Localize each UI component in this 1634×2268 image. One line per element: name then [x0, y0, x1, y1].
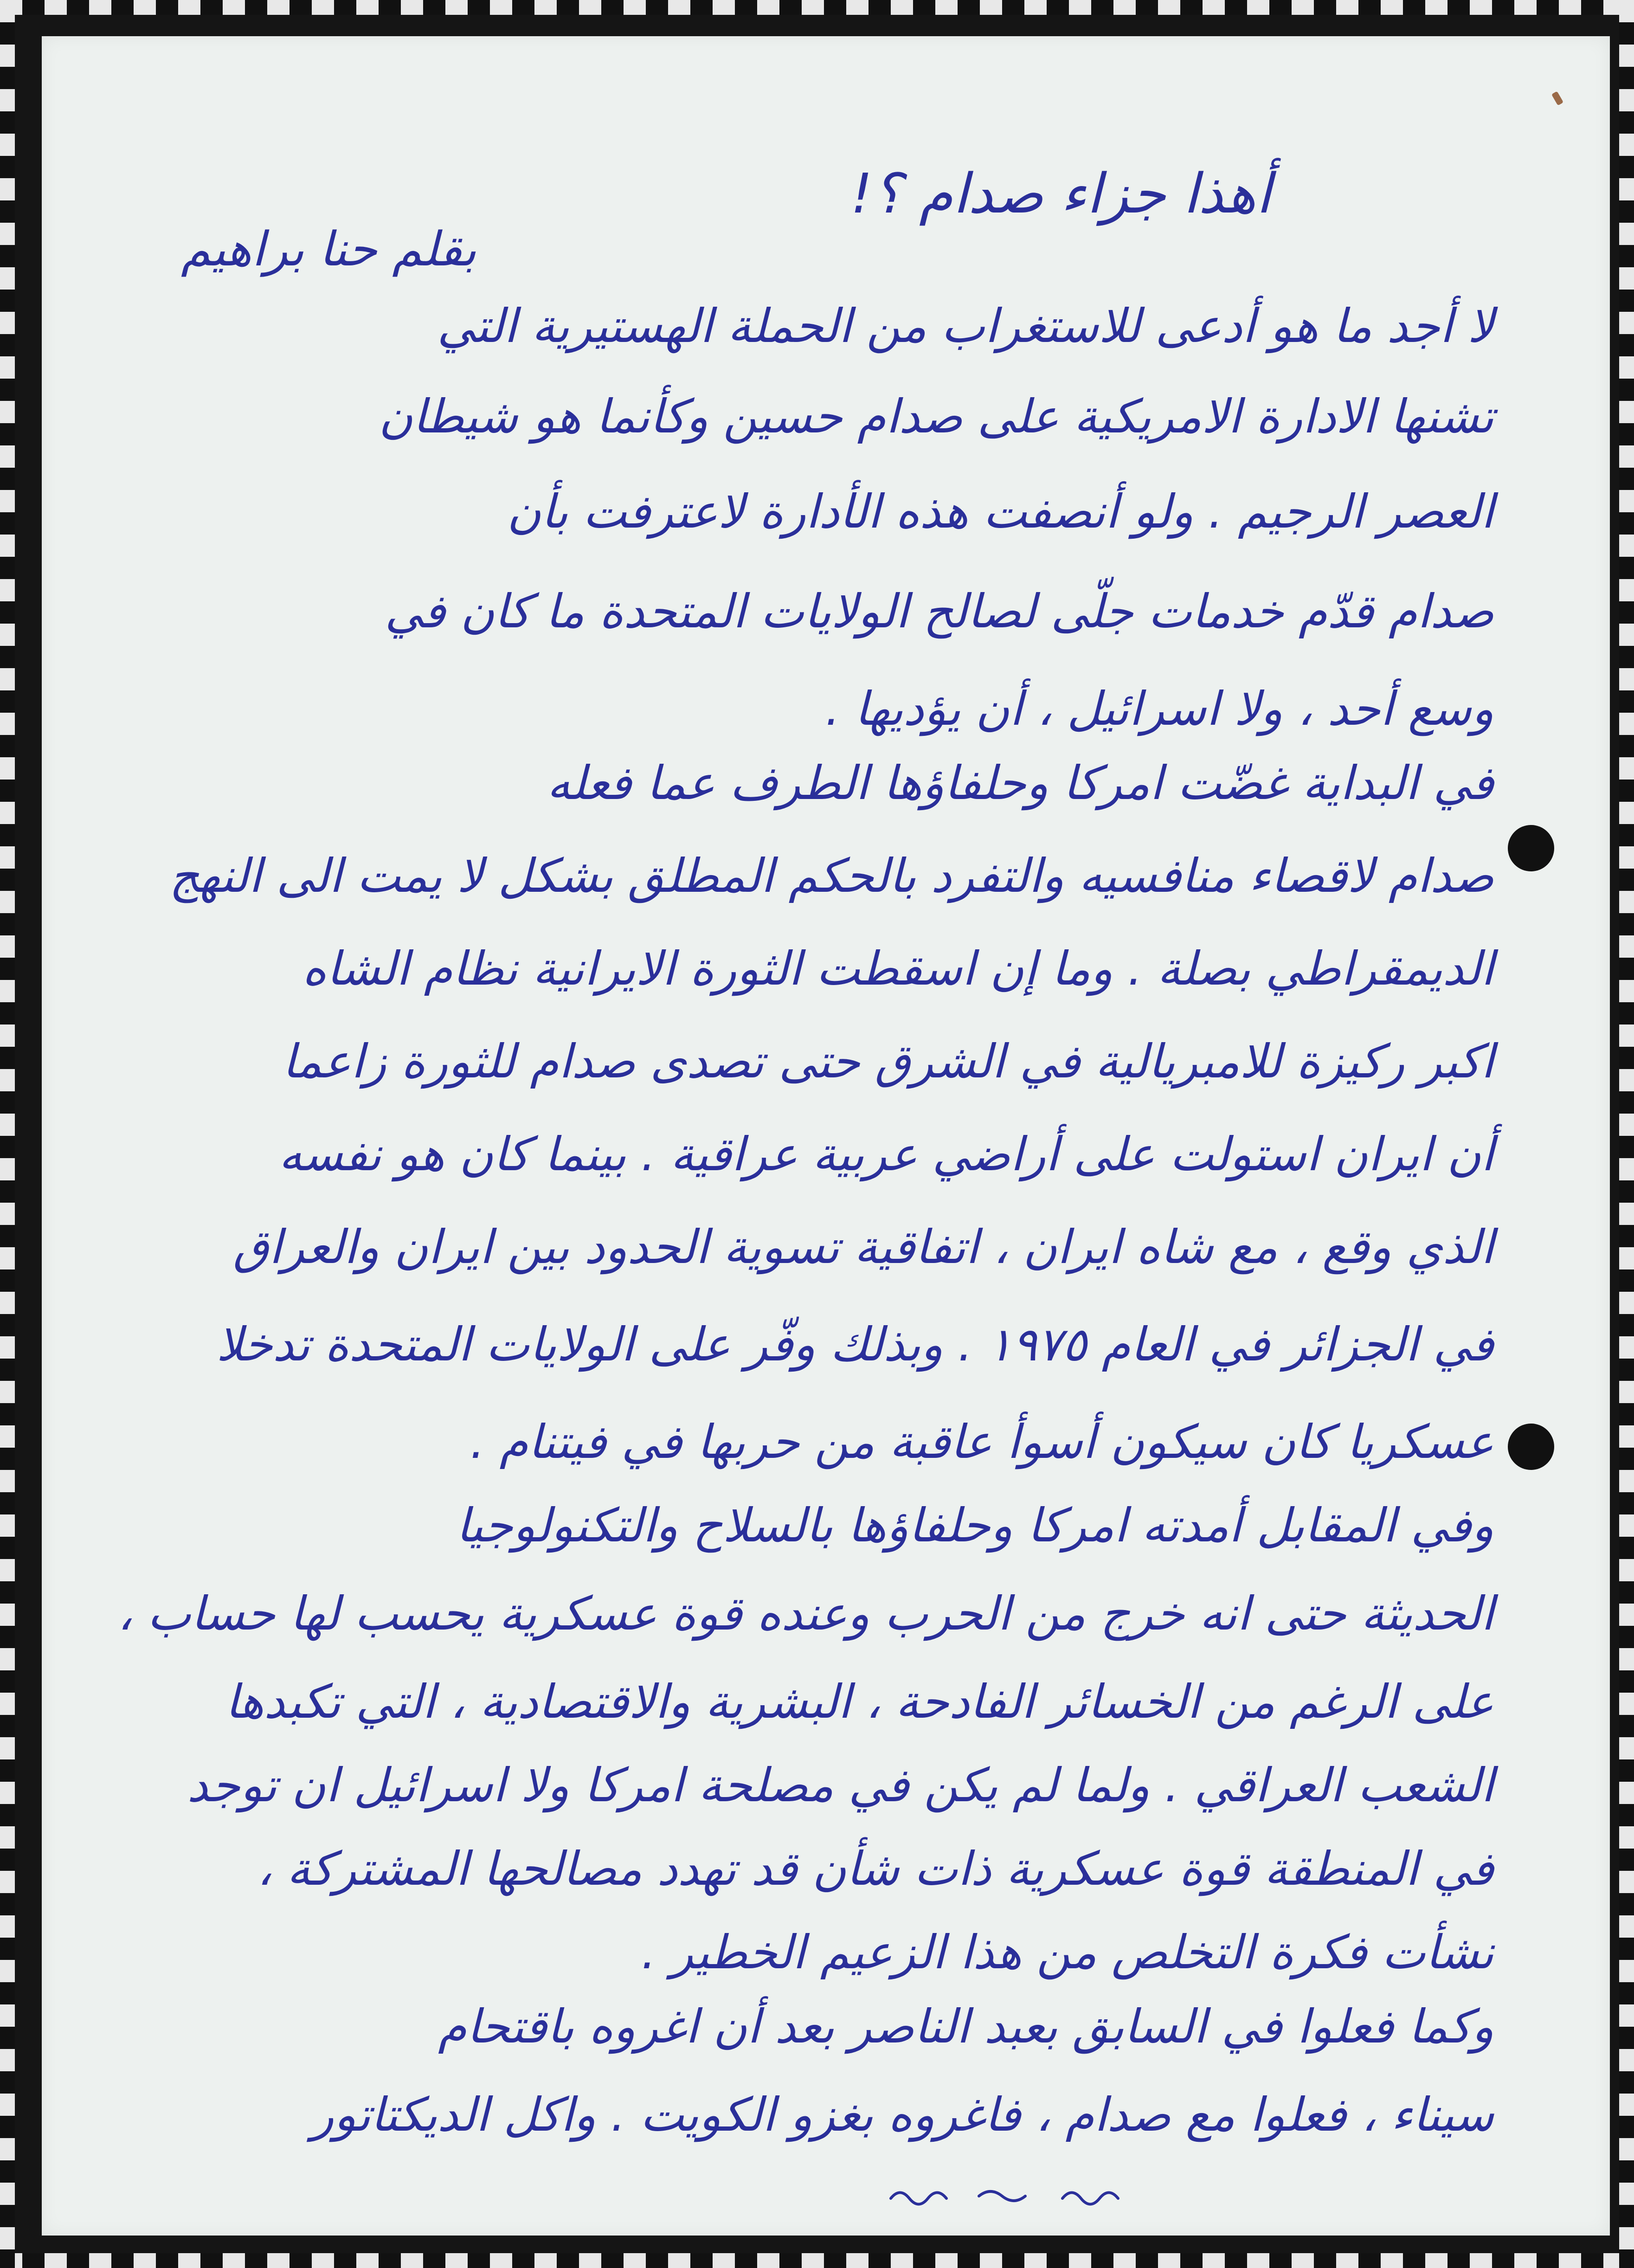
- text-line: الحديثة حتى انه خرج من الحرب وعنده قوة عسكرية يحسب لها حساب ،: [117, 1586, 1494, 1641]
- text-line: اكبر ركيزة للامبريالية في الشرق حتى تصدى صدام للثورة زاعما: [282, 1034, 1494, 1089]
- letter-title: أهذا جزاء صدام ؟!: [850, 161, 1271, 226]
- letter-byline: بقلم حنا براهيم: [181, 222, 476, 277]
- text-line: وكما فعلوا في السابق بعبد الناصر بعد أن اغروه باقتحام: [438, 1999, 1494, 2054]
- text-line: أن ايران استولت على أراضي عربية عراقية . بينما كان هو نفسه: [278, 1127, 1494, 1181]
- text-line: الشعب العراقي . ولما لم يكن في مصلحة امركا ولا اسرائيل ان توجد: [187, 1758, 1494, 1812]
- text-line: صدام قدّم خدمات جلّى لصالح الولايات المتحدة ما كان في: [385, 584, 1494, 638]
- text-line: وسع أحد ، ولا اسرائيل ، أن يؤديها .: [825, 682, 1494, 736]
- text-line: في المنطقة قوة عسكرية ذات شأن قد تهدد مصالحها المشتركة ،: [257, 1842, 1494, 1896]
- text-line: في الجزائر في العام ١٩٧٥ . وبذلك وفّر على الولايات المتحدة تدخلا: [216, 1317, 1494, 1372]
- text-line: نشأت فكرة التخلص من هذا الزعيم الخطير .: [641, 1925, 1494, 1979]
- text-line: العصر الرجيم . ولو أنصفت هذه الأدارة لاعترفت بأن: [507, 484, 1494, 539]
- punch-hole-lower: [1508, 1424, 1554, 1470]
- text-line: تشنها الادارة الامريكية على صدام حسين وكأنما هو شيطان: [379, 389, 1494, 444]
- text-line: وفي المقابل أمدته امركا وحلفاؤها بالسلاح والتكنولوجيا: [456, 1498, 1494, 1553]
- text-line: في البداية غضّت امركا وحلفاؤها الطرف عما فعله: [547, 756, 1494, 810]
- text-line: الديمقراطي بصلة . وما إن اسقطت الثورة الايرانية نظام الشاه: [302, 941, 1494, 996]
- scan-ruler-right: [1619, 0, 1634, 2268]
- continuation-squiggle: [886, 2180, 1137, 2208]
- text-line: الذي وقع ، مع شاه ايران ، اتفاقية تسوية الحدود بين ايران والعراق: [233, 1220, 1494, 1274]
- scan-ruler-bottom: [0, 2253, 1634, 2268]
- text-line: صدام لاقصاء منافسيه والتفرد بالحكم المطلق بشكل لا يمت الى النهج: [169, 849, 1494, 903]
- scan-ruler-top: [0, 0, 1634, 15]
- text-line: سيناء ، فعلوا مع صدام ، فاغروه بغزو الكويت . واكل الديكتاتور: [311, 2088, 1494, 2142]
- text-line: عسكريا كان سيكون أسوأ عاقبة من حربها في فيتنام .: [470, 1415, 1494, 1469]
- text-line: لا أجد ما هو أدعى للاستغراب من الحملة الهستيرية التي: [437, 299, 1494, 353]
- text-line: على الرغم من الخسائر الفادحة ، البشرية والاقتصادية ، التي تكبدها: [225, 1675, 1494, 1729]
- punch-hole-upper: [1508, 825, 1554, 871]
- letter-page: [42, 36, 1610, 2236]
- scan-ruler-left: [0, 0, 15, 2268]
- paper-stain: [1551, 91, 1563, 105]
